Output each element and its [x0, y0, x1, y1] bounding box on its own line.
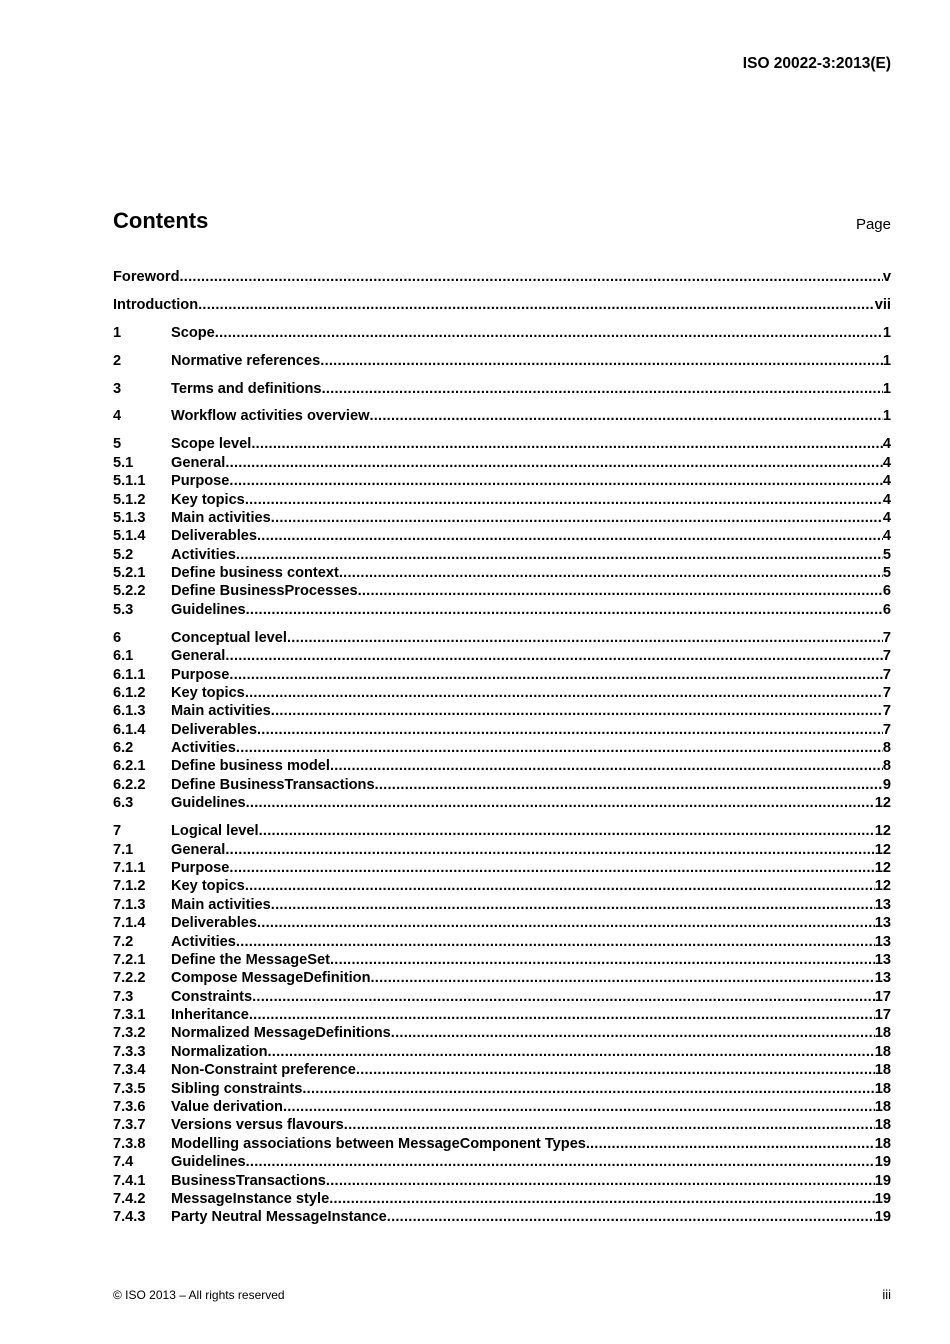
toc-entry-page: 19 — [874, 1154, 891, 1171]
toc-entry[interactable] — [113, 1116, 891, 1134]
toc-entry-page: 18 — [874, 1135, 891, 1152]
toc-entry-title: Activities — [171, 740, 236, 757]
toc-entry-title: Key topics — [171, 684, 245, 701]
toc-entry[interactable] — [113, 877, 891, 895]
toc-entry[interactable] — [113, 647, 891, 665]
toc-entry-title: Define the MessageSet — [171, 951, 330, 968]
page-column-label: Page — [855, 216, 891, 233]
toc-entry-page: 7 — [882, 721, 891, 738]
dot-leader — [271, 509, 883, 527]
toc-entry-number: 2 — [113, 352, 122, 369]
toc-entry-number: 7.4 — [113, 1154, 134, 1171]
toc-entry-number: 6 — [113, 629, 122, 646]
dot-leader — [245, 877, 875, 895]
toc-entry-page: 13 — [874, 933, 891, 950]
toc-entry-number: 7.1.4 — [113, 915, 146, 932]
toc-entry-title: Sibling constraints — [171, 1080, 303, 1097]
dot-leader — [198, 296, 875, 314]
toc-entry-number: 7.3.2 — [113, 1025, 146, 1042]
toc-entry[interactable] — [113, 435, 891, 453]
toc-entry-title: Introduction — [113, 296, 199, 313]
toc-entry-title: Normalized MessageDefinitions — [171, 1025, 391, 1042]
toc-entry[interactable] — [113, 454, 891, 472]
toc-entry-number: 7.4.2 — [113, 1190, 146, 1207]
dot-leader — [268, 1043, 875, 1061]
toc-entry-title: General — [171, 648, 226, 665]
toc-entry-number: 3 — [113, 380, 122, 397]
toc-entry-page: 17 — [874, 1007, 891, 1024]
toc-entry-page: vii — [874, 296, 891, 313]
toc-entry-title: Main activities — [171, 896, 271, 913]
dot-leader — [229, 666, 882, 684]
toc-entry-number: 5.2 — [113, 546, 134, 563]
toc-entry[interactable] — [113, 601, 891, 619]
toc-entry-number: 6.1.3 — [113, 703, 146, 720]
toc-entry-title: Scope level — [171, 436, 252, 453]
toc-entry[interactable] — [113, 564, 891, 582]
toc-entry-title: Non-Constraint preference — [171, 1062, 356, 1079]
dot-leader — [329, 1190, 875, 1208]
toc-entry-title: Deliverables — [171, 915, 257, 932]
dot-leader — [339, 564, 883, 582]
toc-entry[interactable] — [113, 776, 891, 794]
toc-entry-title: Purpose — [171, 859, 230, 876]
toc-entry-page: 8 — [882, 758, 891, 775]
dot-leader — [320, 352, 883, 370]
toc-entry-number: 7.4.1 — [113, 1172, 146, 1189]
toc-entry-page: 1 — [882, 352, 891, 369]
toc-entry-page: 18 — [874, 1025, 891, 1042]
toc-entry-title: Deliverables — [171, 721, 257, 738]
dot-leader — [245, 491, 883, 509]
toc-entry-number: 7.3 — [113, 988, 134, 1005]
dot-leader — [369, 407, 882, 425]
toc-entry-page: 12 — [874, 841, 891, 858]
toc-entry-title: Terms and definitions — [171, 380, 322, 397]
toc-entry-page: 1 — [882, 324, 891, 341]
dot-leader — [236, 739, 883, 757]
toc-entry-title: Value derivation — [171, 1099, 283, 1116]
toc-entry-page: 8 — [882, 740, 891, 757]
toc-entry-page: 6 — [882, 583, 891, 600]
dot-leader — [229, 472, 882, 490]
toc-entry[interactable] — [113, 1024, 891, 1042]
toc-entry-page: 12 — [874, 859, 891, 876]
toc-entry-number: 7.2 — [113, 933, 134, 950]
toc-entry-number: 7.3.7 — [113, 1117, 146, 1134]
toc-entry-page: 4 — [882, 528, 891, 545]
dot-leader — [257, 527, 883, 545]
page-number: iii — [882, 1287, 891, 1302]
dot-leader — [326, 1172, 875, 1190]
dot-leader — [330, 757, 883, 775]
toc-entry-number: 5.1.3 — [113, 509, 146, 526]
toc-entry[interactable] — [113, 582, 891, 600]
toc-entry-title: Modelling associations between MessageComponent Types. — [171, 1135, 590, 1152]
dot-leader — [259, 822, 875, 840]
toc-entry[interactable] — [113, 629, 891, 647]
toc-entry[interactable] — [113, 546, 891, 564]
toc-entry-title: Main activities — [171, 509, 271, 526]
toc-entry[interactable] — [113, 896, 891, 914]
toc-entry-title: Purpose — [171, 473, 230, 490]
toc-entry-page: 18 — [874, 1043, 891, 1060]
dot-leader — [302, 1080, 874, 1098]
toc-entry-number: 5.2.2 — [113, 583, 146, 600]
dot-leader — [590, 1135, 875, 1153]
dot-leader — [245, 684, 883, 702]
toc-entry-number: 6.2 — [113, 740, 134, 757]
toc-entry[interactable] — [113, 794, 891, 812]
dot-leader — [356, 1061, 875, 1079]
toc-entry-title: Logical level — [171, 823, 259, 840]
dot-leader — [236, 546, 883, 564]
toc-entry-title: Versions versus flavours — [171, 1117, 344, 1134]
toc-entry[interactable] — [113, 407, 891, 425]
toc-entry-page: 19 — [874, 1190, 891, 1207]
toc-entry-page: 17 — [874, 988, 891, 1005]
toc-entry-number: 7.2.1 — [113, 951, 146, 968]
toc-entry-page: 6 — [882, 601, 891, 618]
toc-entry-page: 18 — [874, 1080, 891, 1097]
toc-entry-title: Party Neutral MessageInstance — [171, 1209, 387, 1226]
contents-heading: Contents — [113, 208, 209, 233]
toc-entry-number: 7.3.5 — [113, 1080, 146, 1097]
dot-leader — [322, 380, 883, 398]
toc-entry-page: 19 — [874, 1172, 891, 1189]
toc-entry[interactable] — [113, 1061, 891, 1079]
toc-entry-title: Define BusinessTransactions — [171, 776, 375, 793]
toc-entry[interactable] — [113, 380, 891, 398]
toc-entry-title: General — [171, 841, 226, 858]
dot-leader — [271, 702, 883, 720]
toc-entry-number: 6.1.2 — [113, 684, 146, 701]
toc-entry-number: 5.1.1 — [113, 473, 146, 490]
toc-entry-page: 5 — [882, 565, 891, 582]
toc-entry-number: 5 — [113, 436, 122, 453]
toc-entry-number: 6.1 — [113, 648, 134, 665]
toc-entry[interactable] — [113, 721, 891, 739]
toc-entry[interactable] — [113, 969, 891, 987]
dot-leader — [358, 582, 883, 600]
toc-entry[interactable] — [113, 324, 891, 342]
toc-entry-page: 18 — [874, 1062, 891, 1079]
toc-entry-page: 7 — [882, 648, 891, 665]
dot-leader — [215, 324, 883, 342]
toc-entry-page: 4 — [882, 509, 891, 526]
toc-entry-page: 12 — [874, 795, 891, 812]
toc-entry[interactable] — [113, 1098, 891, 1116]
dot-leader — [283, 1098, 875, 1116]
toc-entry-number: 7.1.1 — [113, 859, 146, 876]
toc-entry-number: 4 — [113, 408, 122, 425]
toc-entry[interactable] — [113, 859, 891, 877]
toc-entry-title: Guidelines — [171, 795, 246, 812]
toc-entry[interactable] — [113, 684, 891, 702]
toc-entry-number: 7.2.2 — [113, 970, 146, 987]
toc-entry-page: v — [882, 269, 891, 285]
toc-entry-title: Purpose — [171, 666, 230, 683]
toc-entry[interactable] — [113, 1135, 891, 1153]
toc-entry[interactable] — [113, 527, 891, 545]
toc-entry[interactable] — [113, 933, 891, 951]
toc-entry-number: 7.1.3 — [113, 896, 146, 913]
toc-entry-page: 7 — [882, 703, 891, 720]
dot-leader — [225, 647, 883, 665]
dot-leader — [344, 1116, 875, 1134]
toc-entry-title: Workflow activities overview — [171, 408, 370, 425]
toc-entry-title: General — [171, 454, 226, 471]
dot-leader — [225, 454, 883, 472]
toc-entry[interactable] — [113, 841, 891, 859]
toc-entry-page: 18 — [874, 1099, 891, 1116]
toc-entry-title: Key topics — [171, 878, 245, 895]
toc-entry-page: 19 — [874, 1209, 891, 1226]
toc-entry-number: 7.4.3 — [113, 1209, 146, 1226]
toc-entry-page: 12 — [874, 878, 891, 895]
toc-entry-page: 13 — [874, 951, 891, 968]
copyright-notice: © ISO 2013 – All rights reserved — [113, 1288, 285, 1302]
toc-entry-title: Guidelines — [171, 601, 246, 618]
toc-entry-number: 7.3.1 — [113, 1007, 146, 1024]
toc-entry[interactable] — [113, 1153, 891, 1171]
toc-entry-page: 4 — [882, 454, 891, 471]
toc-entry-title: Activities — [171, 546, 236, 563]
toc-entry[interactable] — [113, 1208, 891, 1226]
toc-entry-page: 9 — [882, 776, 891, 793]
toc-entry-number: 6.1.1 — [113, 666, 146, 683]
toc-entry-title: MessageInstance style — [171, 1190, 330, 1207]
dot-leader — [257, 721, 883, 739]
toc-entry-title: Foreword — [113, 269, 180, 285]
toc-entry-title: Inheritance — [171, 1007, 249, 1024]
dot-leader — [287, 629, 883, 647]
toc-entry-title: Define business context — [171, 565, 339, 582]
toc-entry[interactable] — [113, 702, 891, 720]
toc-entry-page: 7 — [882, 629, 891, 646]
toc-entry[interactable] — [113, 951, 891, 969]
toc-entry-title: Activities — [171, 933, 236, 950]
toc-entry-title: Compose MessageDefinition — [171, 970, 371, 987]
toc-entry[interactable] — [113, 988, 891, 1006]
toc-entry[interactable] — [113, 472, 891, 490]
toc-entry-number: 7 — [113, 823, 122, 840]
toc-entry-title: Guidelines — [171, 1154, 246, 1171]
toc-entry[interactable] — [113, 296, 891, 314]
toc-entry[interactable] — [113, 1190, 891, 1208]
dot-leader — [271, 896, 875, 914]
dot-leader — [249, 1006, 875, 1024]
toc-entry-page: 12 — [874, 823, 891, 840]
toc-entry[interactable] — [113, 739, 891, 757]
toc-entry-title: Constraints — [171, 988, 253, 1005]
toc-entry[interactable] — [113, 509, 891, 527]
dot-leader — [370, 969, 874, 987]
toc-entry-number: 7.3.4 — [113, 1062, 146, 1079]
dot-leader — [391, 1024, 875, 1042]
toc-entry-page: 1 — [882, 408, 891, 425]
toc-entry[interactable] — [113, 822, 891, 840]
toc-entry[interactable] — [113, 1172, 891, 1190]
toc-entry-page: 7 — [882, 666, 891, 683]
toc-entry[interactable] — [113, 352, 891, 370]
toc-entry-number: 6.2.2 — [113, 776, 146, 793]
toc-entry-number: 7.3.6 — [113, 1099, 146, 1116]
toc-entry-page: 4 — [882, 436, 891, 453]
toc-entry[interactable] — [113, 666, 891, 684]
toc-entry-number: 7.3.3 — [113, 1043, 146, 1060]
dot-leader — [225, 841, 874, 859]
toc-entry-title: Define BusinessProcesses — [171, 583, 358, 600]
toc-entry[interactable] — [113, 268, 891, 286]
toc-entry-number: 6.2.1 — [113, 758, 146, 775]
toc-entry-title: Main activities — [171, 703, 271, 720]
toc-entry-title: Normalization — [171, 1043, 268, 1060]
toc-entry[interactable] — [113, 757, 891, 775]
dot-leader — [330, 951, 875, 969]
toc-entry-number: 6.1.4 — [113, 721, 146, 738]
toc-entry-title: Scope — [171, 324, 215, 341]
toc-entry[interactable] — [113, 1006, 891, 1024]
toc-entry[interactable] — [113, 914, 891, 932]
toc-entry-page: 13 — [874, 896, 891, 913]
toc-entry-page: 4 — [882, 473, 891, 490]
toc-entry-number: 1 — [113, 324, 122, 341]
table-of-contents — [113, 268, 891, 1227]
toc-entry-number: 5.1 — [113, 454, 134, 471]
toc-entry-title: BusinessTransactions — [171, 1172, 326, 1189]
toc-entry[interactable] — [113, 1080, 891, 1098]
dot-leader — [252, 988, 875, 1006]
dot-leader — [246, 601, 883, 619]
toc-entry-title: Normative references — [171, 352, 321, 369]
toc-entry-title: Deliverables — [171, 528, 257, 545]
toc-entry-page: 7 — [882, 684, 891, 701]
toc-entry-page: 1 — [882, 380, 891, 397]
toc-entry-page: 5 — [882, 546, 891, 563]
toc-entry-page: 18 — [874, 1117, 891, 1134]
toc-entry-page: 13 — [874, 970, 891, 987]
dot-leader — [387, 1208, 875, 1226]
dot-leader — [229, 859, 874, 877]
toc-entry-title: Conceptual level — [171, 629, 287, 646]
dot-leader — [375, 776, 883, 794]
toc-entry-number: 5.1.4 — [113, 528, 146, 545]
toc-entry-number: 7.1 — [113, 841, 134, 858]
toc-entry[interactable] — [113, 491, 891, 509]
document-id: ISO 20022-3:2013(E) — [742, 55, 891, 72]
toc-entry[interactable] — [113, 1043, 891, 1061]
toc-entry-number: 5.3 — [113, 601, 134, 618]
toc-entry-number: 6.3 — [113, 795, 134, 812]
dot-leader — [246, 794, 875, 812]
toc-entry-number: 5.2.1 — [113, 565, 146, 582]
dot-leader — [257, 914, 875, 932]
toc-entry-number: 7.3.8 — [113, 1135, 146, 1152]
dot-leader — [179, 268, 882, 286]
toc-entry-number: 5.1.2 — [113, 491, 146, 508]
toc-entry-title: Define business model — [171, 758, 330, 775]
toc-entry-number: 7.1.2 — [113, 878, 146, 895]
dot-leader — [236, 933, 875, 951]
toc-entry-title: Key topics — [171, 491, 245, 508]
toc-entry-page: 13 — [874, 915, 891, 932]
dot-leader — [246, 1153, 875, 1171]
toc-entry-page: 4 — [882, 491, 891, 508]
dot-leader — [251, 435, 883, 453]
